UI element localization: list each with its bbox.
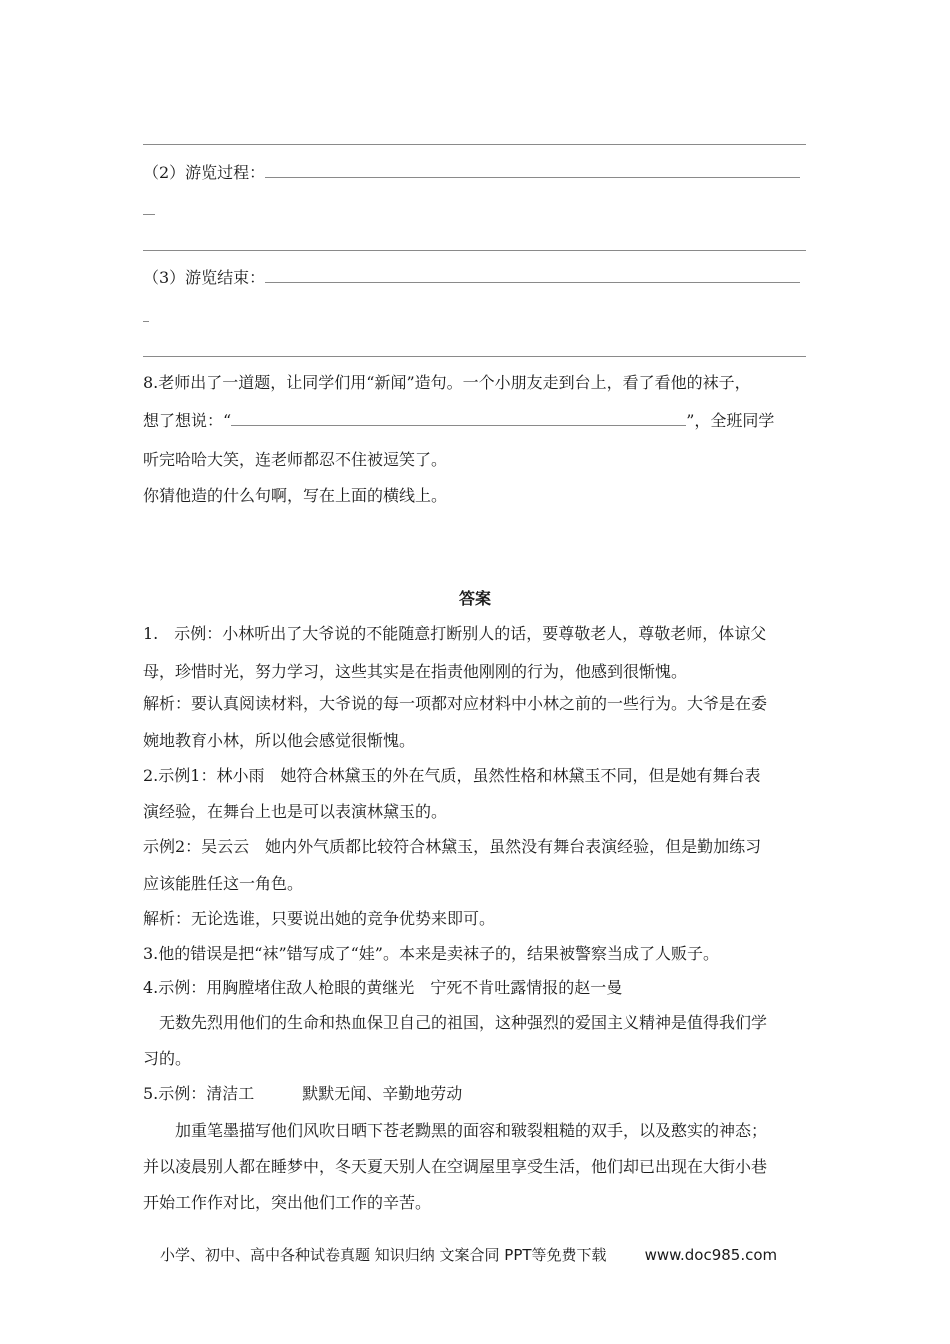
item-2-blank[interactable] (265, 163, 800, 178)
answers-title: 答案 (458, 589, 491, 608)
answer-line: 解析：要认真阅读材料，大爷说的每一项都对应材料中小林之前的一些行为。大爷是在委 (143, 694, 768, 713)
answer-line: 无数先烈用他们的生命和热血保卫自己的祖国，这种强烈的爱国主义精神是值得我们学 (143, 1013, 768, 1032)
answer-line-3 (143, 356, 806, 357)
q8-sentence-blank[interactable] (231, 411, 686, 426)
answer-line: 演经验，在舞台上也是可以表演林黛玉的。 (143, 802, 448, 821)
answer-line: 1. 示例：小林听出了大爷说的不能随意打断别人的话，要尊敬老人，尊敬老师，体谅父 (143, 624, 767, 643)
item-3-blank-stub (143, 321, 149, 322)
q8-line-4: 你猜他造的什么句啊，写在上面的横线上。 (143, 486, 448, 505)
answer-line: 3.他的错误是把“袜”错写成了“娃”。本来是卖袜子的，结果被警察当成了人贩子。 (143, 944, 719, 963)
answer-line: 5.示例：清洁工 默默无闻、辛勤地劳动 (143, 1084, 463, 1103)
item-2-blank-stub (143, 214, 155, 215)
item-2-label: （2）游览过程： (143, 163, 266, 182)
answer-line: 4.示例：用胸膛堵住敌人枪眼的黄继光 宁死不肯吐露情报的赵一曼 (143, 978, 623, 997)
answer-line-2 (143, 250, 806, 251)
answer-line: 婉地教育小林，所以他会感觉很惭愧。 (143, 731, 416, 750)
answer-line: 开始工作作对比，突出他们工作的辛苦。 (143, 1193, 432, 1212)
q8-line-2-post: ”，全班同学 (686, 411, 775, 430)
footer-text: 小学、初中、高中各种试卷真题 知识归纳 文案合同 PPT等免费下载 (160, 1246, 607, 1264)
item-2-row (143, 163, 800, 183)
answer-line: 习的。 (143, 1049, 192, 1068)
answer-line: 示例2：吴云云 她内外气质都比较符合林黛玉，虽然没有舞台表演经验，但是勤加练习 (143, 837, 762, 856)
footer-site-link[interactable]: www.doc985.com (644, 1246, 778, 1264)
answer-line: 并以凌晨别人都在睡梦中，冬天夏天别人在空调屋里享受生活，他们却已出现在大街小巷 (143, 1157, 768, 1176)
q8-line-1: 8.老师出了一道题，让同学们用“新闻”造句。一个小朋友走到台上，看了看他的袜子， (143, 373, 751, 392)
answer-line: 加重笔墨描写他们风吹日晒下苍老黝黑的面容和皲裂粗糙的双手，以及憨实的神态； (143, 1121, 768, 1140)
item-3-blank[interactable] (265, 268, 800, 283)
answer-line: 母，珍惜时光，努力学习，这些其实是在指责他刚刚的行为，他感到很惭愧。 (143, 662, 688, 681)
page-footer (160, 1244, 777, 1265)
answer-line: 2.示例1：林小雨 她符合林黛玉的外在气质，虽然性格和林黛玉不同，但是她有舞台表 (143, 766, 761, 785)
item-3-label: （3）游览结束： (143, 268, 266, 287)
item-3-row (143, 268, 800, 288)
q8-line-2-pre: 想了想说：“ (143, 411, 232, 430)
answer-line-1 (143, 144, 806, 145)
answer-line: 应该能胜任这一角色。 (143, 874, 304, 893)
answer-line: 解析：无论选谁，只要说出她的竞争优势来即可。 (143, 909, 496, 928)
q8-line-3: 听完哈哈大笑，连老师都忍不住被逗笑了。 (143, 450, 448, 469)
q8-line-2 (143, 411, 774, 431)
